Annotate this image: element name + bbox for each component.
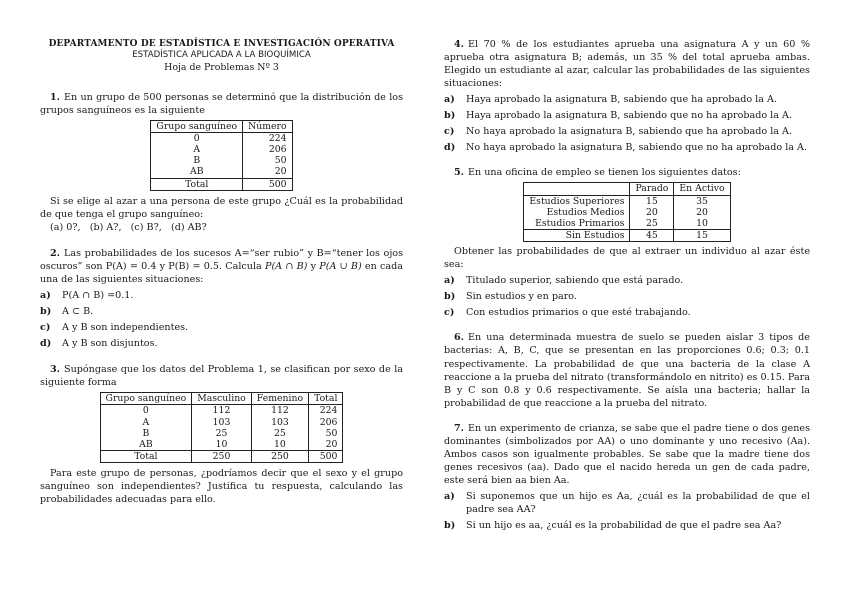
table-cell: 250 [251,451,308,463]
list-item: c) No haya aprobado la asignatura B, sabiendo que ha aprobado la A. [444,126,793,138]
table-cell: 103 [251,417,308,428]
right-column [444,38,810,532]
table-cell: AB [100,439,192,451]
problem-1-statement: 1. En un grupo de 500 personas se determinó que la distribución de los grupos sanguíneos es la siguiente [40,91,403,116]
table-cell: 224 [243,132,292,144]
list-item: d) No haya aprobado la asignatura B, sabiendo que no ha aprobado la A. [444,142,808,154]
problem-2-statement: 2. Las probabilidades de los sucesos A=“ser rubio” y B=“tener los ojos oscuros” son P(A) = 0.4 y P(B) = 0.5. Calcula P(A ∩ B) y P(A ∪ B) en cada una de las siguientes situaciones: [40,247,403,285]
table-cell: 112 [251,405,308,417]
left-column [40,38,403,506]
table-header: Femenino [251,393,308,405]
table-cell: 0 [100,405,192,417]
table-cell: 20 [674,207,730,218]
table-cell: 206 [309,417,343,428]
table-cell: 25 [192,428,252,439]
list-item: a) Titulado superior, sabiendo que está parado. [444,275,684,287]
table-cell: 25 [630,218,674,230]
table-cell: 103 [192,417,252,428]
table-cell: 15 [630,195,674,207]
list-item: c) Con estudios primarios o que esté trabajando. [444,307,691,319]
table-header: Masculino [192,393,252,405]
table-header [524,183,630,195]
table-cell: Total [151,178,243,190]
table-cell: Estudios Superiores [524,195,630,207]
blood-group-table [150,120,292,191]
table-cell: 224 [309,405,343,417]
table-header: Parado [630,183,674,195]
table-cell: 10 [251,439,308,451]
table-header: Número [243,120,292,132]
list-item: d) A y B son disjuntos. [40,338,158,350]
table-cell: 500 [243,178,292,190]
table-cell: 50 [243,155,292,166]
problem-7-statement: 7. En un experimento de crianza, se sabe que el padre tiene o dos genes dominantes (simbolizados por AA) o uno dominante y uno recesivo (Aa). Ambos casos son igualmente probables. Se sabe que la madre tiene dos genes recesivos (aa). Dado que el nacido hereda un gen de cada padre, este será bien aa bien Aa. [444,422,810,486]
table-cell: B [100,428,192,439]
problem-3-statement: 3. Supóngase que los datos del Problema 1, se clasifican por sexo de la siguiente forma [40,364,403,389]
table-cell: Estudios Primarios [524,218,630,230]
table-cell: A [151,144,243,155]
problem-4-statement: 4. El 70 % de los estudiantes aprueba una asignatura A y un 60 % aprueba otra asignatura B; además, un 35 % del total aprueba ambas. Elegido un estudiante al azar, calcular las probabilidades de las siguientes situaciones: [444,39,810,90]
list-item: b) Haya aprobado la asignatura B, sabiendo que no ha aprobado la A. [444,110,792,122]
table-header: Total [309,393,343,405]
table-cell: Estudios Medios [524,207,630,218]
table-cell: AB [151,166,243,178]
table-cell: Total [100,451,192,463]
table-cell: 10 [674,218,730,230]
sheet-title: Hoja de Problemas Nº 3 [164,61,279,73]
problem-1-options: (a) 0?, (b) A?, (c) B?, (d) AB? [50,221,207,233]
table-cell: 206 [243,144,292,155]
table-header: En Activo [674,183,730,195]
table-cell: 20 [243,166,292,178]
table-cell: 112 [192,405,252,417]
table-cell: 25 [251,428,308,439]
table-cell: 15 [674,230,730,242]
table-cell: 10 [192,439,252,451]
table-cell: 250 [192,451,252,463]
list-item: b) Sin estudios y en paro. [444,291,577,303]
list-item: c) A y B son independientes. [40,322,189,334]
list-item: b) Si un hijo es aa, ¿cuál es la probabilidad de que el padre sea Aa? [444,520,782,532]
table-cell: Sin Estudios [524,230,630,242]
table-header: Grupo sanguíneo [100,393,192,405]
table-cell: 50 [309,428,343,439]
problem-6-statement: 6. En una determinada muestra de suelo se pueden aislar 3 tipos de bacterias: A, B, C, que se presentan en las proporciones 0.6; 0.3; 0.1 respectivamente. La probabilidad de que una bacteria de la clase A reaccione a la prueba del nitrato (transformándolo en nitrito) es 0.15. Para B y C son 0.8 y 0.6 respectivamente. Se aísla una bacteria; hallar la probabilidad de que reaccione a la prueba del nitrato. [444,332,810,409]
table-cell: 35 [674,195,730,207]
problem-5-question: Obtener las probabilidades de que al extraer un individuo al azar éste sea: [444,246,810,271]
problem-1-question: Si se elige al azar a una persona de este grupo ¿Cuál es la probabilidad de que tenga el grupo sanguíneo: [40,195,403,220]
table-header: Grupo sanguíneo [151,120,243,132]
list-item: a) Si suponemos que un hijo es Aa, ¿cuál es la probabilidad de que el padre sea AA? [444,490,810,515]
blood-group-sex-table [100,392,344,463]
table-cell: 0 [151,132,243,144]
course-title: ESTADÍSTICA APLICADA A LA BIOQUÍMICA [132,50,311,61]
table-cell: A [100,417,192,428]
problem-5-statement: 5. En una oficina de empleo se tienen los siguientes datos: [454,167,741,179]
problem-3-question: Para este grupo de personas, ¿podríamos decir que el sexo y el grupo sanguíneo son independientes? Justifica tu respuesta, calculando las probabilidades adecuadas para ello. [40,468,403,506]
list-item: a) Haya aprobado la asignatura B, sabiendo que ha aprobado la A. [444,94,777,106]
table-cell: 45 [630,230,674,242]
table-cell: B [151,155,243,166]
employment-table [523,182,730,242]
table-cell: 500 [309,451,343,463]
department-title: DEPARTAMENTO DE ESTADÍSTICA E INVESTIGACIÓN OPERATIVA [48,39,395,49]
list-item: b) A ⊂ B. [40,306,94,318]
table-cell: 20 [309,439,343,451]
list-item: a) P(A ∩ B) =0.1. [40,290,134,302]
table-cell: 20 [630,207,674,218]
